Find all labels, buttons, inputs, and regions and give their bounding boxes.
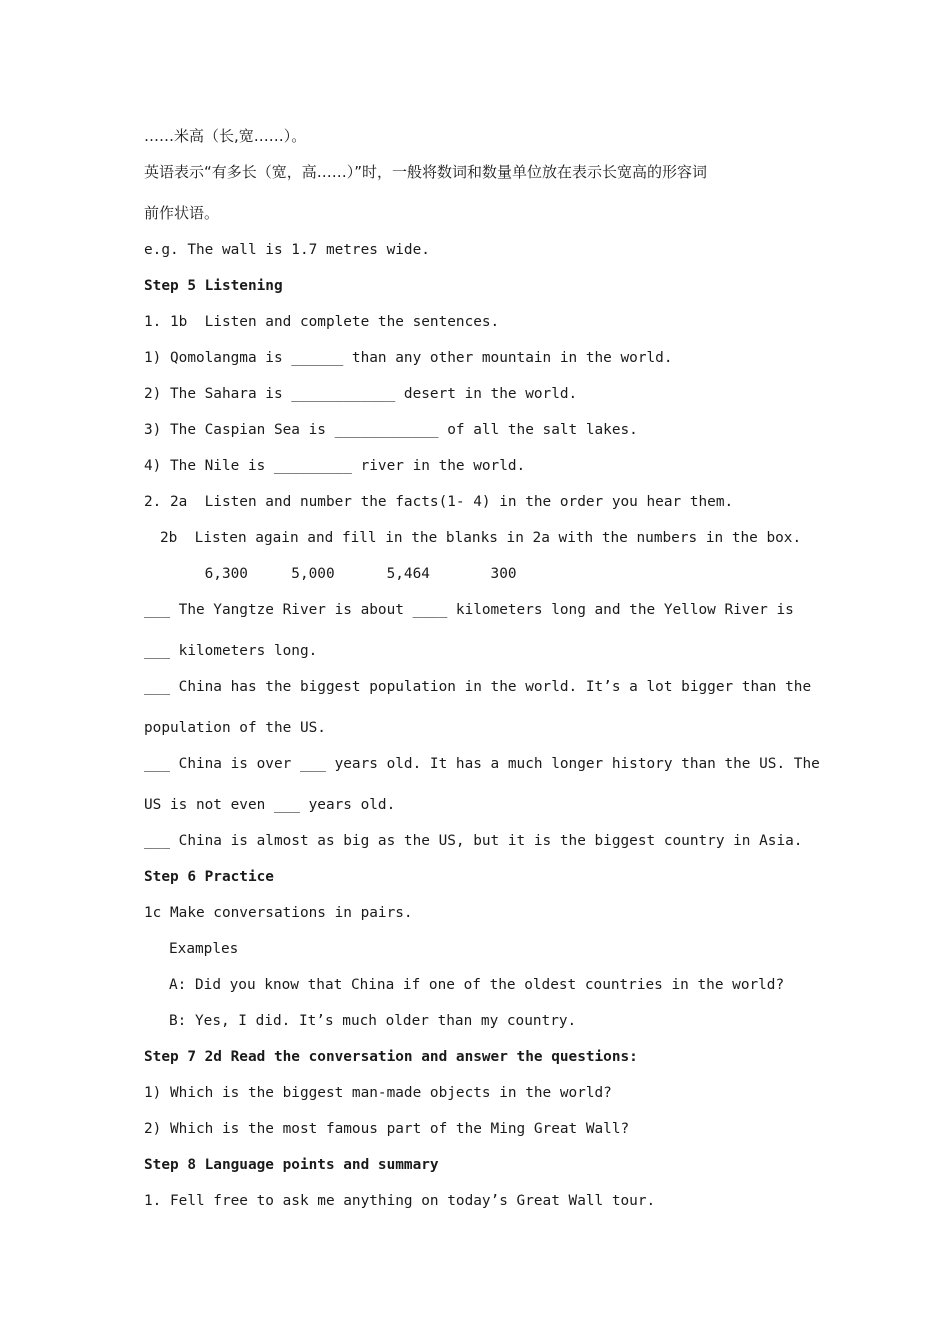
exercise-item: ___ kilometers long. xyxy=(144,643,318,659)
exercise-item: population of the US. xyxy=(144,720,326,736)
step-heading: Step 7 2d Read the conversation and answer the questions: xyxy=(144,1049,638,1065)
example-sentence: e.g. The wall is 1.7 metres wide. xyxy=(144,242,430,258)
step-heading: Step 8 Language points and summary xyxy=(144,1157,439,1173)
exercise-item: ___ China has the biggest population in the world. It’s a lot bigger than the xyxy=(144,679,812,695)
question-item: 1) Which is the biggest man-made objects in the world? xyxy=(144,1085,612,1101)
step-heading: Step 6 Practice xyxy=(144,869,274,885)
exercise-instruction: 1c Make conversations in pairs. xyxy=(144,905,413,921)
language-point: 1. Fell free to ask me anything on today’s Great Wall tour. xyxy=(144,1193,656,1209)
question-item: 2) Which is the most famous part of the Ming Great Wall? xyxy=(144,1121,630,1137)
exercise-item: 4) The Nile is _________ river in the world. xyxy=(144,458,526,474)
text-line: ……米高（长,宽……）。 xyxy=(144,127,307,145)
step-heading: Step 5 Listening xyxy=(144,278,283,294)
dialogue-line: B: Yes, I did. It’s much older than my country. xyxy=(169,1013,577,1029)
text-line: 前作状语。 xyxy=(144,204,220,222)
exercise-item: 3) The Caspian Sea is ____________ of all the salt lakes. xyxy=(144,422,638,438)
exercise-item: 2) The Sahara is ____________ desert in the world. xyxy=(144,386,578,402)
exercise-item: ___ The Yangtze River is about ____ kilometers long and the Yellow River is xyxy=(144,602,794,618)
exercise-item: US is not even ___ years old. xyxy=(144,797,396,813)
exercise-instruction: 1. 1b Listen and complete the sentences. xyxy=(144,314,500,330)
number-box: 6,300 5,000 5,464 300 xyxy=(144,566,517,582)
exercise-item: ___ China is over ___ years old. It has a much longer history than the US. The xyxy=(144,756,820,772)
examples-label: Examples xyxy=(169,941,239,957)
exercise-instruction: 2. 2a Listen and number the facts(1- 4) in the order you hear them. xyxy=(144,494,734,510)
exercise-instruction: 2b Listen again and fill in the blanks in 2a with the numbers in the box. xyxy=(160,530,802,546)
text-line: 英语表示“有多长（宽，高……）”时，一般将数词和数量单位放在表示长宽高的形容词 xyxy=(144,163,708,181)
dialogue-line: A: Did you know that China if one of the oldest countries in the world? xyxy=(169,977,785,993)
exercise-item: 1) Qomolangma is ______ than any other mountain in the world. xyxy=(144,350,673,366)
exercise-item: ___ China is almost as big as the US, but it is the biggest country in Asia. xyxy=(144,833,803,849)
